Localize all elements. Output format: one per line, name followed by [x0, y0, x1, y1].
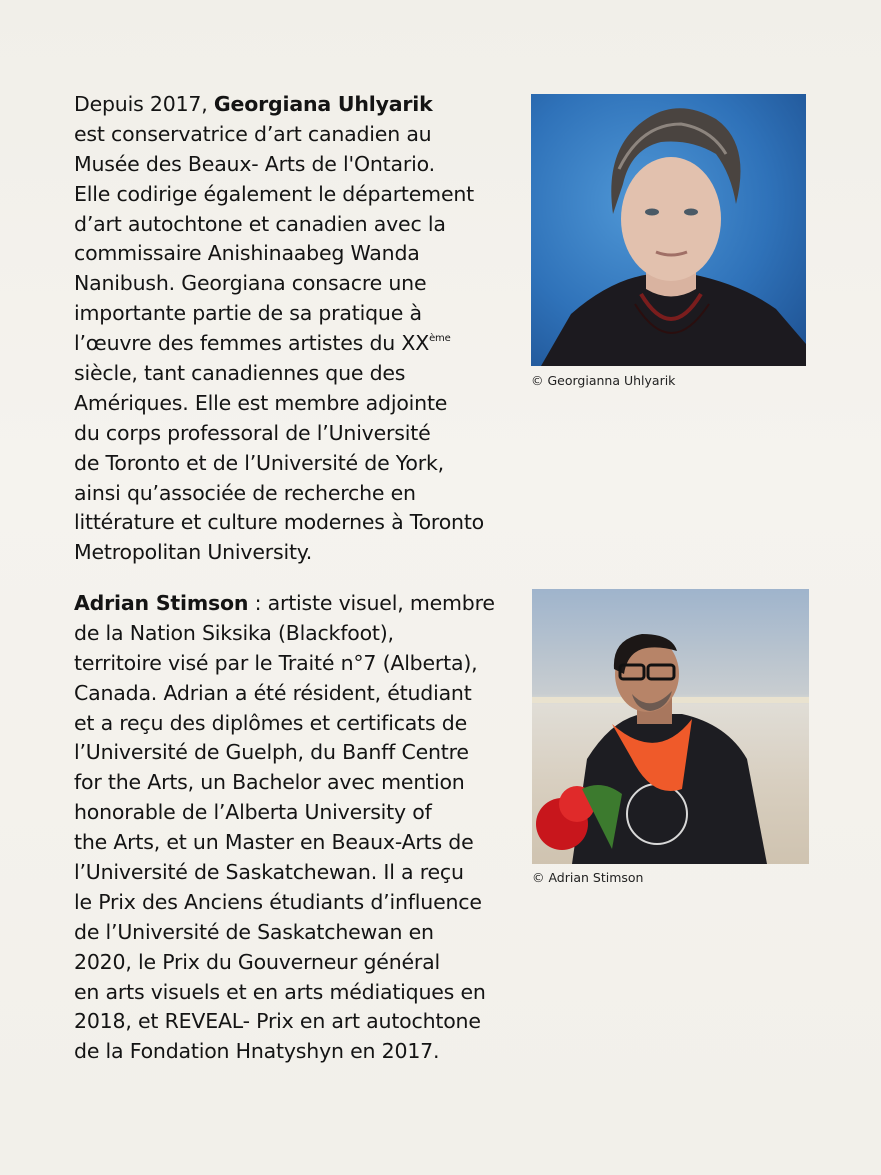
portrait-photo-georgiana — [531, 94, 806, 366]
bio1-century-superscript: ème — [429, 333, 451, 345]
bio1-line: siècle, tant canadiennes que des — [74, 361, 406, 386]
bio2-line: 2018, et REVEAL- Prix en art autochtone — [74, 1009, 481, 1034]
bio1-name: Georgiana Uhlyarik — [213, 92, 433, 116]
bio2-line: de l’Université de Saskatchewan en — [74, 919, 434, 944]
bio1-line: ainsi qu’associée de recherche en — [74, 480, 416, 505]
bio2-name: Adrian Stimson — [74, 591, 249, 615]
bio1-line: de Toronto et de l’Université de York, — [74, 450, 444, 475]
bio2-line: en arts visuels et en arts médiatiques en — [74, 979, 486, 1004]
bio1-intro: Depuis 2017, — [74, 92, 214, 116]
bio1-line: importante partie de sa pratique à — [74, 301, 422, 326]
bio1-century-text: l’œuvre des femmes artistes du XX — [74, 331, 430, 356]
bio1-line: commissaire Anishinaabeg Wanda — [74, 241, 420, 266]
portrait-photo-adrian — [532, 589, 809, 864]
bio1-line: d’art autochtone et canadien avec la — [74, 211, 446, 236]
portrait-illustration — [531, 94, 806, 366]
bio1-line: Elle codirige également le département — [74, 181, 474, 206]
bio-georgiana-uhlyarik — [74, 90, 484, 568]
bio2-first-rest: : artiste visuel, membre — [248, 591, 495, 615]
bio1-line: Nanibush. Georgiana consacre une — [74, 271, 427, 296]
bio1-line: Musée des Beaux- Arts de l'Ontario. — [74, 151, 435, 176]
bio1-first-line — [74, 90, 484, 120]
bio2-line: de la Fondation Hnatyshyn en 2017. — [74, 1039, 440, 1064]
bio2-line: l’Université de Guelph, du Banff Centre — [74, 740, 469, 765]
bio2-line: et a reçu des diplômes et certificats de — [74, 710, 467, 735]
bio1-century-line — [74, 329, 484, 359]
bio1-line: est conservatrice d’art canadien au — [74, 121, 432, 146]
bio-adrian-stimson — [74, 589, 495, 1067]
portrait-illustration — [532, 589, 809, 864]
bio1-line: du corps professoral de l’Université — [74, 420, 431, 445]
bio1-line: Metropolitan University. — [74, 540, 313, 565]
bio1-line: Amériques. Elle est membre adjointe — [74, 390, 448, 415]
bio2-line: le Prix des Anciens étudiants d’influence — [74, 889, 482, 914]
bio2-line: Canada. Adrian a été résident, étudiant — [74, 680, 472, 705]
bio1-line: littérature et culture modernes à Toronto — [74, 510, 485, 535]
bio2-line: honorable de l’Alberta University of — [74, 800, 432, 825]
bio2-line: de la Nation Siksika (Blackfoot), — [74, 620, 394, 645]
bio2-line: territoire visé par le Traité n°7 (Alberta), — [74, 650, 478, 675]
photo-credit-adrian: © Adrian Stimson — [532, 870, 644, 885]
bio2-line: for the Arts, un Bachelor avec mention — [74, 770, 465, 795]
bio2-line: 2020, le Prix du Gouverneur général — [74, 949, 441, 974]
bio2-line: the Arts, et un Master en Beaux-Arts de — [74, 830, 474, 855]
bio2-line: l’Université de Saskatchewan. Il a reçu — [74, 860, 464, 885]
photo-credit-georgiana: © Georgianna Uhlyarik — [531, 373, 676, 388]
bio2-first-line — [74, 589, 495, 619]
